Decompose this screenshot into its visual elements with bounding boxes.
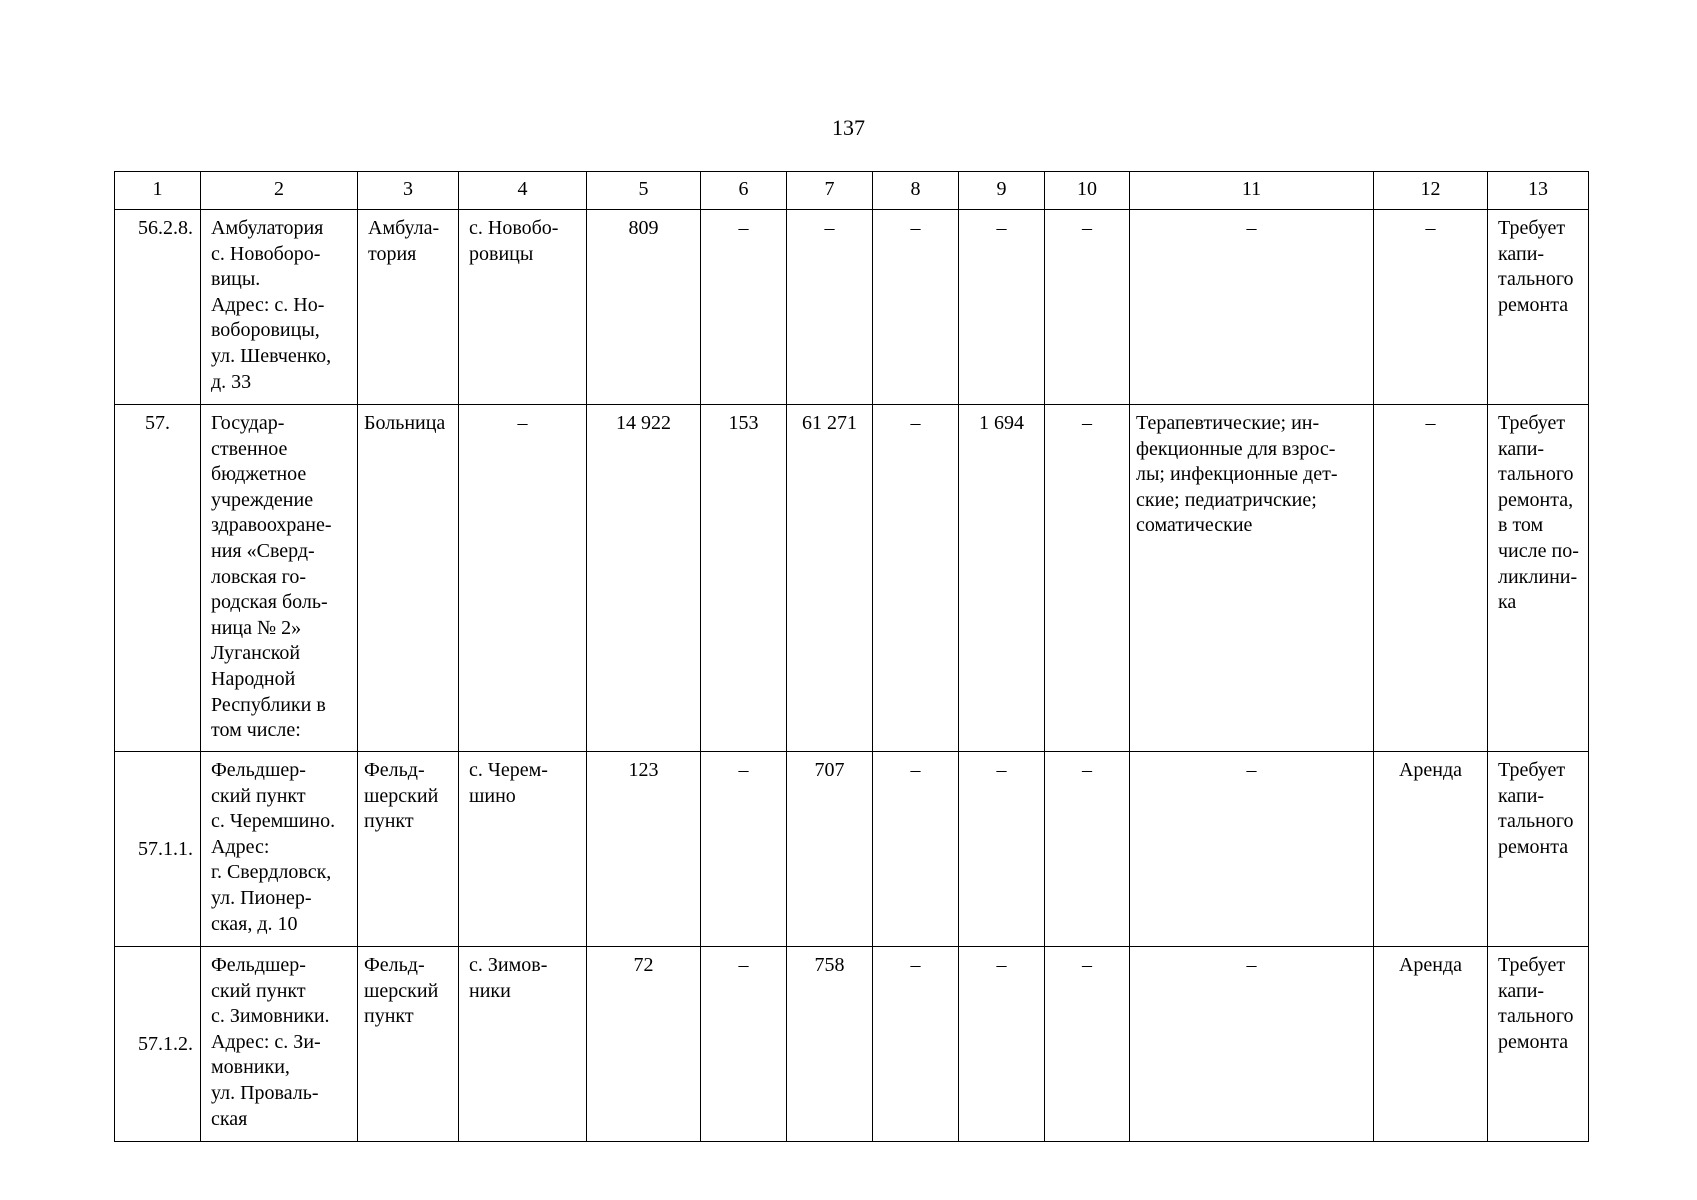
value-cell: – xyxy=(701,752,787,947)
column-header: 12 xyxy=(1374,172,1488,210)
value-cell: 72 xyxy=(587,947,701,1142)
value-cell: – xyxy=(787,210,873,405)
column-header: 5 xyxy=(587,172,701,210)
value-cell: 1 694 xyxy=(959,405,1045,752)
column-header: 2 xyxy=(201,172,358,210)
value-cell: – xyxy=(959,210,1045,405)
facility-type-cell: Амбула- тория xyxy=(358,210,459,405)
value-cell: – xyxy=(1045,210,1130,405)
column-header: 8 xyxy=(873,172,959,210)
row-number-cell: 56.2.8. xyxy=(115,210,201,405)
value-cell: 153 xyxy=(701,405,787,752)
column-header: 10 xyxy=(1045,172,1130,210)
value-cell: 123 xyxy=(587,752,701,947)
value-cell: – xyxy=(1045,405,1130,752)
condition-cell: Требует капи- тального ремонта, в том числе по- ликлини- ка xyxy=(1488,405,1589,752)
value-cell: – xyxy=(873,210,959,405)
value-cell: – xyxy=(701,210,787,405)
departments-cell: – xyxy=(1130,947,1374,1142)
facility-type-cell: Больница xyxy=(358,405,459,752)
location-cell: с. Черем- шино xyxy=(459,752,587,947)
condition-cell: Требует капи- тального ремонта xyxy=(1488,947,1589,1142)
departments-cell: – xyxy=(1130,752,1374,947)
facility-type-cell: Фельд- шерский пункт xyxy=(358,752,459,947)
value-cell: – xyxy=(959,752,1045,947)
row-number-cell: 57.1.2. xyxy=(115,947,201,1142)
table-row xyxy=(115,405,1589,752)
facility-name-cell: Государ- ственное бюджетное учреждение здравоохране- ния «Сверд- ловская го- родская боль- ница № 2» Луганской Народной Республики в том числе: xyxy=(201,405,358,752)
row-number-cell: 57.1.1. xyxy=(115,752,201,947)
value-cell: – xyxy=(1045,947,1130,1142)
facility-type-cell: Фельд- шерский пункт xyxy=(358,947,459,1142)
value-cell: 809 xyxy=(587,210,701,405)
ownership-cell: – xyxy=(1374,210,1488,405)
value-cell: – xyxy=(701,947,787,1142)
table-row xyxy=(115,752,1589,947)
value-cell: 758 xyxy=(787,947,873,1142)
value-cell: – xyxy=(873,752,959,947)
departments-cell: Терапевтические; ин- фекционные для взрос- лы; инфекционные дет- ские; педиатричские; соматические xyxy=(1130,405,1374,752)
value-cell: – xyxy=(959,947,1045,1142)
facilities-table xyxy=(114,171,1589,1142)
value-cell: – xyxy=(873,405,959,752)
value-cell: 14 922 xyxy=(587,405,701,752)
ownership-cell: – xyxy=(1374,405,1488,752)
column-header: 3 xyxy=(358,172,459,210)
column-header: 1 xyxy=(115,172,201,210)
column-header: 4 xyxy=(459,172,587,210)
row-number-cell: 57. xyxy=(115,405,201,752)
departments-cell: – xyxy=(1130,210,1374,405)
facility-name-cell: Амбулатория с. Новоборо- вицы. Адрес: с. Но- воборовицы, ул. Шевченко, д. 33 xyxy=(201,210,358,405)
page-number: 137 xyxy=(832,115,865,140)
facility-name-cell: Фельдшер- ский пункт с. Зимовники. Адрес: с. Зи- мовники, ул. Проваль- ская xyxy=(201,947,358,1142)
condition-cell: Требует капи- тального ремонта xyxy=(1488,752,1589,947)
column-header: 9 xyxy=(959,172,1045,210)
value-cell: – xyxy=(1045,752,1130,947)
column-header: 7 xyxy=(787,172,873,210)
table-row xyxy=(115,210,1589,405)
condition-cell: Требует капи- тального ремонта xyxy=(1488,210,1589,405)
location-cell: с. Зимов- ники xyxy=(459,947,587,1142)
value-cell: 61 271 xyxy=(787,405,873,752)
table-row xyxy=(115,947,1589,1142)
location-cell: – xyxy=(459,405,587,752)
column-header: 13 xyxy=(1488,172,1589,210)
facility-name-cell: Фельдшер- ский пункт с. Черемшино. Адрес: г. Свердловск, ул. Пионер- ская, д. 10 xyxy=(201,752,358,947)
column-header: 6 xyxy=(701,172,787,210)
ownership-cell: Аренда xyxy=(1374,947,1488,1142)
ownership-cell: Аренда xyxy=(1374,752,1488,947)
column-header: 11 xyxy=(1130,172,1374,210)
table-header-row xyxy=(115,172,1589,210)
value-cell: – xyxy=(873,947,959,1142)
location-cell: с. Новобо- ровицы xyxy=(459,210,587,405)
value-cell: 707 xyxy=(787,752,873,947)
